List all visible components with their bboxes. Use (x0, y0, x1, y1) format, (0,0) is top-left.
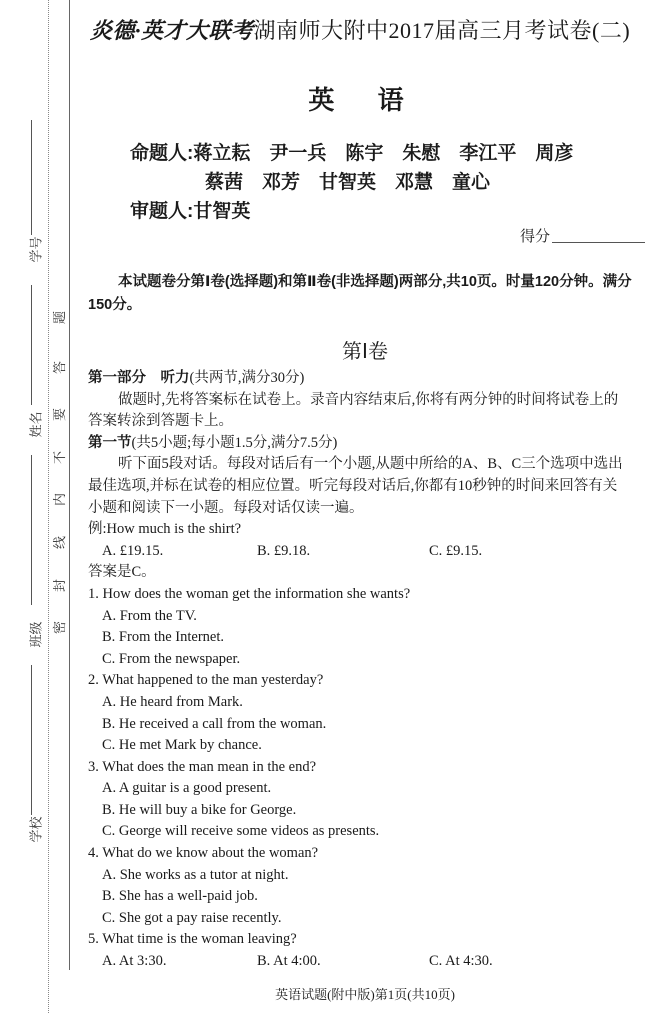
intro-text: 本试题卷分第Ⅰ卷(选择题)和第Ⅱ卷(非选择题)两部分,共10页。时量120分钟。满分150分。 (88, 274, 632, 313)
option: C. She got a pay raise recently. (102, 909, 282, 926)
option: C. At 4:30. (429, 953, 493, 970)
section-instruction: 最佳选项,并标在试卷的相应位置。听完每段对话后,你都有10秒钟的时间来回答有关 (88, 477, 618, 494)
seal-dotted-line (48, 0, 49, 1013)
part-heading-note: (共两节,满分30分) (189, 370, 305, 386)
authors: 命题人:蒋立耘 尹一兵 陈宇 朱慰 李江平 周彦 (130, 143, 574, 164)
title-brand: 炎德·英才大联考 (90, 18, 254, 43)
seal-char: 内 (52, 492, 68, 507)
example-answer: 答案是C。 (88, 564, 156, 581)
field-line (31, 665, 32, 815)
part-heading: 第一部分 听力 (88, 370, 190, 386)
field-line (31, 455, 32, 605)
option: B. He will buy a bike for George. (102, 801, 297, 818)
option: A. From the TV. (102, 607, 197, 624)
option: B. From the Internet. (102, 629, 225, 646)
page-footer: 英语试题(附中版)第1页(共10页) (275, 987, 455, 1002)
margin-rule (69, 0, 70, 970)
listening-section (88, 368, 648, 973)
instruction: 做题时,先将答案标在试卷上。录音内容结束后,你将有两分钟的时间将试卷上的 (118, 391, 619, 408)
field-line (31, 120, 32, 235)
options-row (88, 951, 648, 973)
score-label: 得分 (520, 228, 551, 245)
option: A. A guitar is a good present. (102, 780, 272, 797)
option: C. He met Mark by chance. (102, 737, 262, 754)
field-student-id-label: 学号 (28, 236, 44, 263)
field-school-label: 学校 (28, 816, 44, 843)
seal-char: 密 (52, 620, 68, 635)
option: A. £19.15. (102, 542, 164, 559)
seal-char: 题 (52, 310, 68, 325)
option: C. From the newspaper. (102, 650, 241, 667)
question: 3. What does the man mean in the end? (88, 758, 317, 775)
section-instruction: 听下面5段对话。每段对话后有一个小题,从题中所给的A、B、C三个选项中选出 (118, 456, 623, 473)
question: 1. How does the woman get the information she wants? (88, 585, 411, 602)
reviewer: 审题人:甘智英 (130, 201, 251, 222)
field-class-label: 班级 (28, 621, 44, 648)
seal-char: 不 (52, 450, 68, 465)
section-heading: 第一节 (88, 434, 132, 451)
seal-char: 答 (52, 360, 68, 375)
option: B. He received a call from the woman. (102, 715, 327, 732)
option: B. At 4:00. (257, 953, 321, 970)
option: B. £9.18. (257, 542, 311, 559)
option: A. He heard from Mark. (102, 693, 243, 710)
seal-char: 线 (52, 535, 68, 550)
option: A. She works as a tutor at night. (102, 866, 289, 883)
field-name-label: 姓名 (28, 411, 44, 438)
example-options (88, 541, 648, 563)
option: C. £9.15. (429, 542, 483, 559)
example-question: 例:How much is the shirt? (88, 521, 242, 538)
section-instruction: 小题和阅读下一小题。每段对话仅读一遍。 (88, 499, 364, 516)
seal-char: 封 (52, 578, 68, 593)
question: 4. What do we know about the woman? (88, 845, 319, 862)
question: 5. What time is the woman leaving? (88, 931, 297, 948)
score-field[interactable] (552, 242, 645, 243)
subject-title: 英 语 (308, 85, 422, 115)
option: C. George will receive some videos as presents. (102, 823, 380, 840)
authors-line2: 蔡茜 邓芳 甘智英 邓慧 童心 (205, 172, 491, 193)
volume-title: 第Ⅰ卷 (342, 341, 388, 363)
option: B. She has a well-paid job. (102, 888, 258, 905)
title-rest: 湖南师大附中2017届高三月考试卷(二) (253, 18, 631, 43)
exam-title (90, 14, 630, 45)
section-note: (共5小题;每小题1.5分,满分7.5分) (131, 434, 338, 451)
seal-char: 要 (52, 407, 68, 422)
question: 2. What happened to the man yesterday? (88, 672, 324, 689)
option: A. At 3:30. (102, 953, 167, 970)
instruction-cont: 答案转涂到答题卡上。 (88, 413, 233, 430)
